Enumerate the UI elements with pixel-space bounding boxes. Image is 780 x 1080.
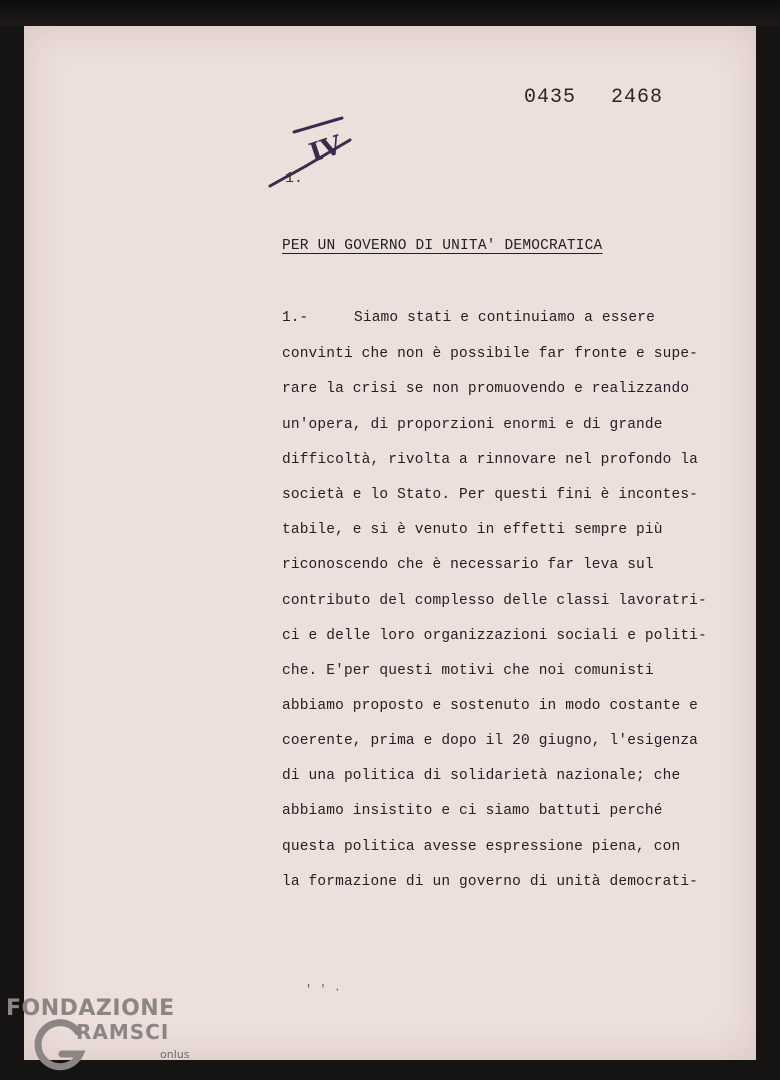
text-line: abbiamo proposto e sostenuto in modo costante e bbox=[282, 698, 699, 714]
watermark-line-1: FONDAZIONE bbox=[6, 996, 175, 1021]
text-line: di una politica di solidarietà nazionale; che bbox=[282, 768, 681, 784]
text-line: un'opera, di proporzioni enormi e di grande bbox=[282, 417, 663, 433]
text-line: tabile, e si è venuto in effetti sempre più bbox=[282, 522, 663, 538]
paragraph-number: 1.- bbox=[282, 310, 309, 326]
text-line: la formazione di un governo di unità democrati- bbox=[282, 874, 699, 890]
document-page bbox=[24, 26, 756, 1060]
archive-number-1: 0435 bbox=[524, 86, 577, 109]
text-line: rare la crisi se non promuovendo e realizzando bbox=[282, 381, 690, 397]
text-line: società e lo Stato. Per questi fini è incontes- bbox=[282, 487, 699, 503]
text-line: questa politica avesse espressione piena, con bbox=[282, 839, 681, 855]
text-line: coerente, prima e dopo il 20 giugno, l'esigenza bbox=[282, 733, 699, 749]
watermark-line-2: RAMSCI bbox=[76, 1020, 170, 1044]
page-footer-marks: ' ' · bbox=[305, 983, 342, 997]
text-line: convinti che non è possibile far fronte e supe- bbox=[282, 346, 699, 362]
text-line: abbiamo insistito e ci siamo battuti perché bbox=[282, 803, 663, 819]
text-line: ci e delle loro organizzazioni sociali e politi- bbox=[282, 628, 707, 644]
handwritten-roman-numeral bbox=[266, 112, 356, 192]
document-title: PER UN GOVERNO DI UNITA' DEMOCRATICA bbox=[282, 238, 603, 254]
text-line: difficoltà, rivolta a rinnovare nel profondo la bbox=[282, 452, 699, 468]
watermark-line-3: onlus bbox=[160, 1048, 190, 1061]
text-line: che. E'per questi motivi che noi comunisti bbox=[282, 663, 654, 679]
archive-number-2: 2468 bbox=[611, 86, 664, 109]
scanner-frame-top bbox=[0, 0, 780, 26]
text-line: contributo del complesso delle classi lavoratri- bbox=[282, 593, 707, 609]
text-line: riconoscendo che è necessario far leva sul bbox=[282, 557, 654, 573]
text-line: Siamo stati e continuiamo a essere bbox=[354, 310, 655, 326]
struck-numeral: 1. bbox=[285, 170, 304, 187]
roman-numeral-text: IV bbox=[305, 130, 346, 169]
fondazione-gramsci-watermark bbox=[2, 996, 202, 1076]
